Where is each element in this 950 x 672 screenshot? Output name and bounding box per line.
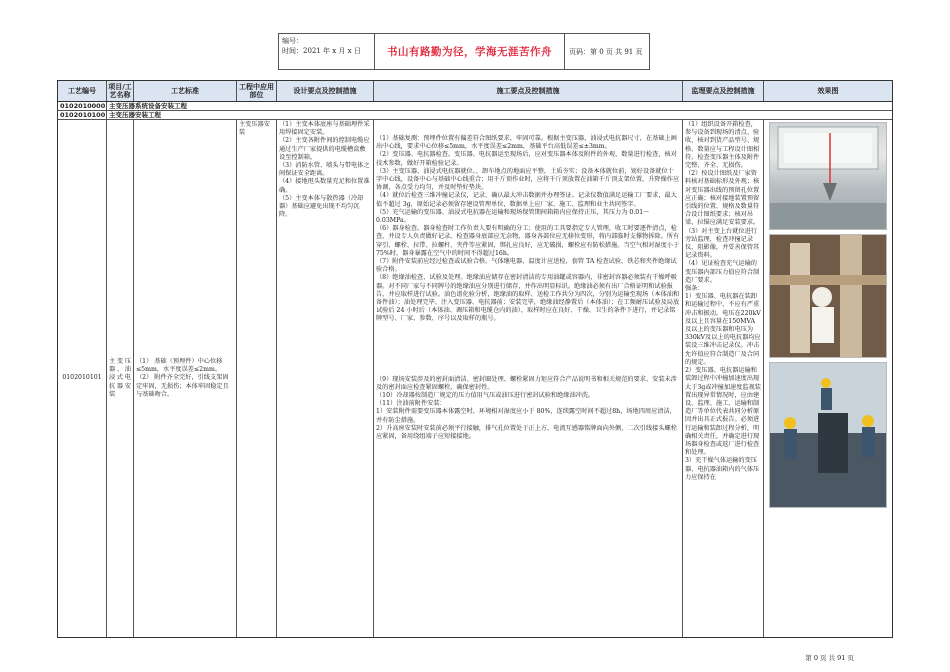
group-name: 主变压器系统设备安装工程 (109, 102, 187, 110)
row-location: 主变压器安装 (237, 120, 277, 637)
header-item-name: 项目/工艺名称 (107, 81, 134, 101)
document-header (278, 33, 650, 70)
row-name: 主变压器、油浸式电抗器安装 (107, 120, 134, 637)
time-label: 时间：2021 年 x 月 x 日 (282, 47, 361, 55)
construction-point: （10）冷却器按制造厂规定的压力值用气压或油压进行密封试验和绝缘油冲洗。 (376, 392, 595, 400)
installation-photo-art (770, 235, 887, 358)
design-point: （5）主变本体与散热器（冷却器）基础应避免出现不均匀沉降。 (279, 194, 364, 219)
header-meta (279, 34, 375, 69)
field-work-photo (769, 362, 887, 508)
construction-point: （5）充气运输的变压器、油浸式电抗器在运输和现场保管期间箱箱内应保持正压，其压力为 0.01～0.03MPa。 (376, 208, 650, 225)
construction-point: （9）现场安装涉及的密封面清洁、密封圈处理、螺栓紧固力矩应符合产品说明书和相关规范的要求。安装未涉及的密封面应检查紧固螺栓，确保密封性。 (376, 375, 677, 391)
row-standard: （1） 基础（预埋件）中心位移≤5mm，水平度误差≤2mm。 （2） 附件齐全完好，引线支架固定牢固，无损伤；本体牢固稳定且与基础吻合。 (134, 120, 237, 637)
header-standard: 工艺标准 (134, 81, 237, 101)
construction-point: （7）附件安装前应经过检查或试验合格。气体继电器、温度计应送检，套管 TA 检查试验，铁芯和夹件绝缘试验合格。 (376, 258, 677, 274)
header-code: 工艺编号 (58, 81, 107, 101)
row-code: 0102010101 (58, 120, 107, 637)
table-row (58, 120, 892, 637)
foundation-photo-art (770, 123, 887, 230)
field-work-photo-art (770, 363, 887, 508)
header-supervision: 监理要点及控制措施 (683, 81, 764, 101)
table-header (58, 81, 892, 102)
construction-point: （1）基础复测：预埋件位置有偏差符合图纸要求，牢固可靠。根据主变压器、油浸式电抗器尺寸，在基础上画出中心线，要求中心位移≤5mm，水平度误差≤2mm，基础平台高低误差≤±3mm。 (376, 135, 677, 151)
foundation-photo (769, 122, 887, 230)
construction-point: （3）主变压器、油浸式电抗器就位。，卸车地点的地面应平整，土质夯实；设备本体就位前，划好设备就位十字中心线，设备中心与基础中心线重合；用千斤顶作业时，应将千斤顶放置在油箱千斤顶支架位置，升降操作应协调，各点受力均匀，并及时垫好垫块。 (376, 167, 680, 192)
header-location: 工程中应用部位 (237, 81, 277, 101)
group-code: 0102010100 (60, 111, 106, 119)
design-point: （1）主变本体底座与基础埋件采用焊接固定安装。 (279, 121, 370, 137)
process-table (57, 80, 893, 638)
construction-point: （6）器身检查。器身检查时工作负责人要有明确的分工；使用的工具要指定专人管理，收工时要逐件清点，检查，并设专人负责做好记录。检查器身底部应无杂物，器身各部位应无移位变形，将内部临时支撑物拆除。所有穿引、螺栓、拉带、拉螺杆、夹件等应紧固，绑扎应良好，应无破损，螺栓应有防松措施。当空气相对湿度小于75%时，器身暴露在空气中的时间不得超过16h。 (376, 225, 680, 257)
supervision-point: 2）变压器、电抗器运输和装卸过程中冲撞加速度出现大于3g或冲撞加速度监视装置出现异常情况时，应由建设、监理、施工、运输和制造厂等单位代表共同分析原因并出具正式报告。必须进行运输和装卸过程分析，明确相关责任，并确定进行现场器身检查或返厂进行检查和处理。 (685, 367, 761, 457)
supervision-point: 3）充干燥气体运输的变压器、电抗器油箱内的气体压力应保持在 (685, 457, 760, 481)
supervision-point: 1）变压器、电抗器在装卸和运输过程中，不应有严重冲击和振动。电压在220kV及以上且容量在150MVA及以上的变压器和电压为330kV及以上的电抗器均应装设三维冲击记录仪。冲击允许值应符合制造厂及合同的规定。 (685, 293, 761, 366)
page-footer: 第 0 页 共 91 页 (805, 654, 854, 662)
row-design (277, 120, 374, 637)
header-construction: 施工要点及控制措施 (374, 81, 683, 101)
construction-point: 1）安装附件需要变压器本体露空时，环境相对湿度应小于 80%，连续露空时间不超过8h，场地四周应清洁，并有防尘措施。 (376, 408, 676, 424)
construction-point: 2）升高座安装时安装前必须平行接触，排气孔位置处于正上方。电流互感器铭牌面向外侧，二次引线接头螺栓应紧固，备用绕组端子应短接接地。 (376, 424, 677, 441)
row-effect-images (764, 120, 892, 637)
header-slogan: 书山有路勤为径，学海无涯苦作舟 (375, 34, 565, 69)
group-row (58, 102, 892, 111)
page-info: 页码：第 0 页 共 91 页 (569, 47, 643, 56)
supervision-point: （2）按设计图纸及厂家资料核对基础标形及外观；核对变压器出线的预留孔位置应正确；核对接地装置预留引线的位置、规格及数量符合设计图纸要求；核对吊梁、拉锚应满足安装要求。 (685, 170, 760, 227)
design-point: （3）消防水管、喷头与带电体之间保证安全距离。 (279, 162, 370, 178)
header-effect: 效果图 (817, 87, 839, 95)
installation-photo (769, 234, 887, 358)
supervision-point: （4）见证检查充气运输的变压器内部压力值应符合制造厂要求。 (685, 260, 760, 284)
construction-point: （11）注油前附件安装： (376, 400, 446, 408)
header-design: 设计要点及控制措施 (277, 81, 374, 101)
construction-point: （4）就位后检查三维冲撞记录仪，记录、确认最大冲击数据并办理签证。记录仪数值满足运输工厂要求，最大值不超过 3g，原始记录必须留存建设管理单位，数据单上应厂家、施工、监理和业主共同签字。 (376, 192, 677, 208)
group-row (58, 111, 892, 120)
number-label: 编号： (282, 37, 303, 45)
row-supervision (683, 120, 764, 637)
group-name: 主变压器安装工程 (109, 111, 161, 119)
design-point: （4）接地甩头数量充足和位置准确。 (279, 178, 370, 194)
group-code: 0102010000 (60, 102, 106, 110)
row-construction (374, 120, 683, 637)
construction-point: （2）变压器、电抗器检查。变压器、电抗器运至现场后，应对变压器本体及附件的外观、数量进行检查，核对技术参数，做好开箱检验记录。 (376, 151, 677, 167)
supervision-point: （3）对主变上台就位进行旁站监理，检查冲撞记录仪、阻影像，并妥善保管其记录资料。 (685, 227, 760, 260)
supervision-point: 强条： (685, 285, 704, 293)
design-point: （2）主变各附件间的控制电缆应通过生产厂家提供的电缆槽盒敷设至控制箱。 (279, 137, 370, 161)
construction-point: （8）绝缘油检查、试验及处理。绝缘油应储存在密封清洁的专用油罐或容器内，非密封容器必须装有干燥呼吸器。对不同厂家与不同牌号的绝缘油应分别进行储存，并作出明显标识。绝缘油必须有出厂合格证明和试验报告，并应取样进行试验。油色谱化验分析，绝缘油的取样、送检工作共分为四次，分别为运输至现场（本体油和备件油）；油处理完毕、注入变压器、电抗器前；安装完毕，绝缘油经静置后（本体油）；在工频耐压试验及局放试验后 24 小时后（本体油、调压箱和电缆仓内的油），取样时应在良好、干燥、卫生的条件下进行，并记录铭牌型号、厂家、参数、序号以及取样的瓶号。 (376, 274, 680, 323)
supervision-point: （1）组织设备开箱检查，参与设备到现场的清点、验收，核对到货产品型号、规格、数量应与工程设计图相符。检查变压器主体及附件完整、齐全、无损伤。 (685, 121, 760, 170)
